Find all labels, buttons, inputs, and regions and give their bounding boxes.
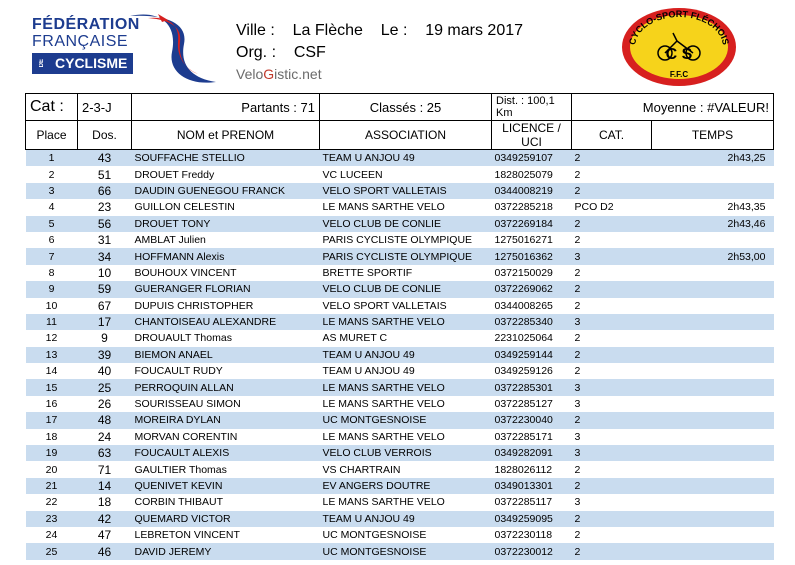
cell-licence: 0349013301	[492, 478, 572, 494]
cell-licence: 0372150029	[494, 266, 553, 279]
table-row	[26, 363, 774, 379]
velogistic-link[interactable]: VeloGistic.net	[236, 66, 322, 82]
cell-time	[652, 494, 774, 510]
table-row	[26, 379, 774, 395]
cell-time	[652, 478, 774, 494]
table-row	[26, 166, 774, 182]
cell-assoc: AS MURET C	[322, 332, 388, 345]
table-row	[26, 199, 774, 215]
cell-time	[652, 298, 774, 314]
cell-assoc: PARIS CYCLISTE OLYMPIQUE	[322, 234, 473, 247]
cell-licence: 0372285127	[494, 398, 553, 411]
cell-name: BIEMON ANAEL	[132, 347, 320, 363]
cell-assoc: EV ANGERS DOUTRE	[320, 478, 492, 494]
cell-place: 10	[45, 299, 58, 312]
results-table-wrap	[25, 93, 773, 560]
federation-line1: FÉDÉRATION	[32, 16, 140, 33]
cell-dos: 66	[78, 183, 132, 199]
results-body	[26, 150, 774, 560]
cell-name: DAUDIN GUENEGOU FRANCK	[132, 183, 320, 199]
cell-licence: 0372285171	[494, 430, 553, 443]
cell-licence: 0372269184	[492, 216, 572, 232]
race-info	[236, 20, 523, 64]
cell-dos: 26	[97, 397, 112, 412]
moyenne: Moyenne : #VALEUR!	[572, 94, 774, 121]
cell-place: 1	[26, 150, 78, 167]
category-value: 2-3-J	[78, 94, 132, 121]
cell-dos: 56	[78, 216, 132, 232]
cell-place: 13	[26, 347, 78, 363]
cell-dos: 10	[97, 265, 112, 280]
category-label: Cat :	[26, 94, 78, 121]
table-row	[26, 298, 774, 314]
cell-licence: 0372269062	[492, 281, 572, 297]
distance: Dist. : 100,1 Km	[492, 94, 572, 121]
cell-place: 25	[26, 543, 78, 559]
ville-label: Ville :	[236, 22, 275, 39]
table-row	[26, 396, 774, 412]
cell-licence: 0372285218	[494, 201, 553, 214]
cell-cat: 2	[574, 529, 581, 542]
date-label: Le :	[380, 22, 408, 39]
cell-place: 20	[45, 463, 58, 476]
cell-assoc: VELO CLUB DE CONLIE	[320, 281, 492, 297]
cell-assoc: TEAM U ANJOU 49	[320, 150, 492, 167]
cell-assoc: VELO SPORT VALLETAIS	[320, 183, 492, 199]
classes: Classés : 25	[320, 94, 492, 121]
cell-licence: 0372230012	[492, 543, 572, 559]
cell-cat: 2	[574, 365, 581, 378]
cell-assoc: PARIS CYCLISTE OLYMPIQUE	[320, 248, 492, 264]
cell-time	[652, 265, 774, 281]
cell-name: FOUCAULT RUDY	[134, 365, 223, 378]
cell-place: 23	[26, 511, 78, 527]
cell-assoc: BRETTE SPORTIF	[322, 266, 413, 279]
table-row	[26, 445, 774, 461]
cell-dos: 48	[78, 412, 132, 428]
cell-name: GAULTIER Thomas	[134, 463, 227, 476]
cell-place: 6	[48, 234, 55, 247]
cell-cat: 2	[574, 234, 581, 247]
table-row	[26, 330, 774, 346]
table-row	[26, 248, 774, 264]
cell-dos: 14	[78, 478, 132, 494]
cell-dos: 17	[78, 314, 132, 330]
cell-time: 2h43,25	[652, 150, 774, 167]
cell-dos: 63	[78, 445, 132, 461]
cell-cat: 2	[572, 216, 652, 232]
cell-place: 24	[45, 529, 58, 542]
cell-place: 18	[45, 430, 58, 443]
cell-place: 8	[48, 266, 55, 279]
cell-licence: 0349259107	[492, 150, 572, 167]
cell-name: DROUET TONY	[132, 216, 320, 232]
cell-time	[652, 330, 774, 346]
federation-logo	[28, 12, 218, 88]
swoosh-icon	[128, 12, 218, 88]
cell-time: 2h43,35	[727, 201, 766, 214]
table-row	[26, 543, 774, 559]
cell-place: 19	[26, 445, 78, 461]
col-licence: LICENCE / UCI	[492, 121, 572, 150]
cell-place: 7	[26, 248, 78, 264]
cell-assoc: LE MANS SARTHE VELO	[322, 496, 445, 509]
cell-licence: 0372285340	[492, 314, 572, 330]
cell-name: CHANTOISEAU ALEXANDRE	[132, 314, 320, 330]
cell-dos: 40	[97, 364, 112, 379]
cell-cat: 3	[572, 248, 652, 264]
cell-licence: 1275016271	[494, 234, 553, 247]
table-row	[26, 281, 774, 297]
federation-wordmark	[32, 16, 140, 74]
cell-name: MOREIRA DYLAN	[132, 412, 320, 428]
club-initials: C S	[665, 46, 693, 63]
cell-dos: 71	[97, 462, 112, 477]
cell-time	[652, 379, 774, 395]
cell-time	[652, 429, 774, 445]
cell-cat: PCO D2	[574, 201, 614, 214]
cell-name: DAVID JEREMY	[132, 543, 320, 559]
cell-cat: 2	[572, 183, 652, 199]
cell-assoc: VELO CLUB DE CONLIE	[320, 216, 492, 232]
cell-licence: 0349259144	[492, 347, 572, 363]
cell-dos: 67	[97, 298, 112, 313]
table-row	[26, 461, 774, 477]
cell-place: 4	[48, 201, 55, 214]
ville-value: La Flèche	[292, 22, 363, 39]
table-row	[26, 412, 774, 428]
cell-cat: 2	[572, 412, 652, 428]
cell-place: 5	[26, 216, 78, 232]
cell-licence: 0344008219	[492, 183, 572, 199]
cell-time: 2h53,00	[652, 248, 774, 264]
cell-name: CORBIN THIBAUT	[134, 496, 223, 509]
cell-cat: 2	[572, 347, 652, 363]
cell-time	[652, 363, 774, 379]
cell-cat: 3	[572, 314, 652, 330]
cell-cat: 2	[572, 281, 652, 297]
cell-dos: 43	[78, 150, 132, 167]
cell-name: AMBLAT Julien	[134, 234, 206, 247]
cell-name: DUPUIS CHRISTOPHER	[134, 299, 254, 312]
cell-time	[652, 461, 774, 477]
cell-licence: 0349259126	[494, 365, 553, 378]
cell-dos: 46	[78, 543, 132, 559]
cell-dos: 18	[97, 495, 112, 510]
table-row	[26, 183, 774, 199]
cell-licence: 0372285301	[492, 379, 572, 395]
cell-place: 9	[26, 281, 78, 297]
cell-assoc: UC MONTGESNOISE	[320, 412, 492, 428]
cell-assoc: UC MONTGESNOISE	[322, 529, 427, 542]
cell-dos: 31	[97, 233, 112, 248]
cell-time	[652, 396, 774, 412]
club-logo	[621, 7, 737, 87]
cell-dos: 51	[97, 167, 112, 182]
col-place: Place	[26, 121, 78, 150]
table-row	[26, 314, 774, 330]
table-header	[26, 121, 774, 150]
cell-assoc: LE MANS SARTHE VELO	[322, 430, 445, 443]
date-value: 19 mars 2017	[425, 22, 524, 39]
summary-row	[26, 94, 774, 121]
col-association: ASSOCIATION	[320, 121, 492, 150]
table-row	[26, 527, 774, 543]
federation-line3-box	[32, 53, 133, 74]
cell-cat: 2	[574, 332, 581, 345]
club-ffc: F.F.C	[669, 70, 689, 79]
cell-time	[652, 314, 774, 330]
cell-place: 3	[26, 183, 78, 199]
cell-place: 15	[26, 379, 78, 395]
cell-assoc: VS CHARTRAIN	[322, 463, 401, 476]
cell-name: DROUAULT Thomas	[134, 332, 232, 345]
cell-cat: 2	[572, 511, 652, 527]
org-label: Org. :	[236, 44, 277, 61]
cell-place: 17	[26, 412, 78, 428]
cell-cat: 3	[574, 496, 581, 509]
cell-time	[652, 232, 774, 248]
cell-place: 16	[45, 398, 58, 411]
cell-name: MORVAN CORENTIN	[134, 430, 238, 443]
cell-assoc: VC LUCEEN	[322, 168, 383, 181]
cell-dos: 24	[97, 429, 112, 444]
cell-place: 14	[45, 365, 58, 378]
cell-assoc: VELO SPORT VALLETAIS	[322, 299, 447, 312]
col-name: NOM et PRENOM	[132, 121, 320, 150]
cell-time	[652, 445, 774, 461]
cell-name: GUILLON CELESTIN	[134, 201, 235, 214]
cell-name: SOURISSEAU SIMON	[134, 398, 241, 411]
cell-licence: 1275016362	[492, 248, 572, 264]
cell-dos: 25	[78, 379, 132, 395]
table-row	[26, 216, 774, 232]
cell-time: 2h43,46	[652, 216, 774, 232]
cell-time	[652, 347, 774, 363]
cell-licence: 1828026112	[494, 463, 553, 476]
cell-name: LEBRETON VINCENT	[134, 529, 240, 542]
cell-cat: 3	[574, 398, 581, 411]
cell-time	[652, 511, 774, 527]
col-temps: TEMPS	[652, 121, 774, 150]
cell-cat: 2	[574, 266, 581, 279]
table-row	[26, 150, 774, 167]
club-logo-text: CYCLO-SPORT FLÉCHOIS	[627, 9, 731, 46]
cell-cat: 3	[574, 430, 581, 443]
cell-name: HOFFMANN Alexis	[132, 248, 320, 264]
table-row	[26, 265, 774, 281]
cell-dos: 59	[78, 281, 132, 297]
cell-time	[652, 183, 774, 199]
cell-licence: 0344008265	[494, 299, 553, 312]
cell-cat: 2	[574, 463, 581, 476]
partants: Partants : 71	[132, 94, 320, 121]
cell-name: FOUCAULT ALEXIS	[132, 445, 320, 461]
table-row	[26, 347, 774, 363]
cell-licence: 0349282091	[492, 445, 572, 461]
cell-cat: 2	[574, 299, 581, 312]
cell-cat: 3	[572, 445, 652, 461]
cell-name: BOUHOUX VINCENT	[134, 266, 237, 279]
cell-cat: 2	[574, 168, 581, 181]
cell-assoc: TEAM U ANJOU 49	[320, 511, 492, 527]
cell-cat: 2	[572, 150, 652, 167]
cell-assoc: VELO CLUB VERROIS	[320, 445, 492, 461]
cell-time	[652, 281, 774, 297]
race-location-row	[236, 20, 523, 42]
cell-assoc: UC MONTGESNOISE	[320, 543, 492, 559]
cell-place: 11	[26, 314, 78, 330]
cell-licence: 1828025079	[494, 168, 553, 181]
federation-line2: FRANÇAISE	[32, 33, 129, 50]
cell-licence: 0372230040	[492, 412, 572, 428]
cell-dos: 23	[97, 200, 112, 215]
cell-cat: 3	[572, 379, 652, 395]
cell-dos: 39	[78, 347, 132, 363]
cell-dos: 42	[78, 511, 132, 527]
cell-dos: 34	[78, 248, 132, 264]
cell-place: 12	[45, 332, 58, 345]
cell-assoc: LE MANS SARTHE VELO	[320, 314, 492, 330]
cell-assoc: LE MANS SARTHE VELO	[322, 201, 445, 214]
federation-de: DE	[39, 59, 45, 68]
cell-name: QUENIVET KEVIN	[132, 478, 320, 494]
table-row	[26, 494, 774, 510]
cell-licence: 0349259095	[492, 511, 572, 527]
cell-licence: 0372230118	[494, 529, 553, 542]
table-row	[26, 429, 774, 445]
federation-line3: CYCLISME	[55, 55, 128, 71]
race-organizer-row	[236, 42, 523, 64]
cell-assoc: LE MANS SARTHE VELO	[320, 379, 492, 395]
cell-assoc: LE MANS SARTHE VELO	[322, 398, 445, 411]
cell-place: 21	[26, 478, 78, 494]
results-table	[25, 93, 774, 560]
cell-place: 2	[48, 168, 55, 181]
cell-cat: 2	[572, 478, 652, 494]
cell-licence: 0372285117	[494, 496, 553, 509]
cell-assoc: TEAM U ANJOU 49	[320, 347, 492, 363]
table-row	[26, 478, 774, 494]
cell-time	[652, 412, 774, 428]
cell-name: PERROQUIN ALLAN	[132, 379, 320, 395]
cell-cat: 2	[572, 543, 652, 559]
cell-time	[652, 527, 774, 543]
cell-assoc: TEAM U ANJOU 49	[322, 365, 415, 378]
cell-name: DROUET Freddy	[134, 168, 215, 181]
table-row	[26, 511, 774, 527]
org-value: CSF	[293, 44, 326, 61]
cell-time	[652, 166, 774, 182]
cell-dos: 47	[97, 528, 112, 543]
col-dos: Dos.	[78, 121, 132, 150]
cell-place: 22	[45, 496, 58, 509]
cell-dos: 9	[101, 331, 108, 346]
table-row	[26, 232, 774, 248]
cell-name: SOUFFACHE STELLIO	[132, 150, 320, 167]
col-cat: CAT.	[572, 121, 652, 150]
cell-licence: 2231025064	[494, 332, 553, 345]
cell-name: QUEMARD VICTOR	[132, 511, 320, 527]
cell-time	[652, 543, 774, 559]
cell-name: GUERANGER FLORIAN	[132, 281, 320, 297]
